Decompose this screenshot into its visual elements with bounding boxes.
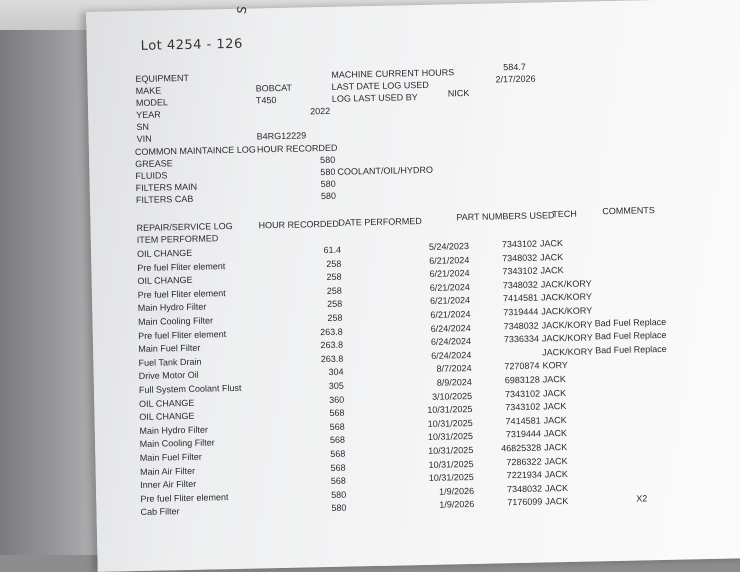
model-value: T450: [255, 95, 277, 106]
repair-hour: 305: [328, 380, 344, 391]
col-tech-header: TECH: [552, 208, 577, 220]
repair-date: 5/24/2023: [428, 241, 470, 252]
repair-date: 10/31/2025: [428, 444, 474, 456]
common-log-hour: 580: [320, 178, 336, 190]
repair-date: 1/9/2026: [438, 485, 475, 497]
common-log-hour: 580: [320, 190, 337, 202]
repair-part-number: 7176099: [507, 496, 543, 508]
repair-date: 6/21/2024: [430, 309, 471, 320]
repair-tech: KORY: [542, 360, 568, 371]
repair-tech: JACK: [540, 251, 564, 263]
repair-date: 10/31/2025: [427, 404, 473, 416]
repair-part-number: 7270874: [504, 360, 540, 372]
repair-part-number: 7348032: [502, 279, 538, 291]
repair-comment: Bad Fuel Replace: [595, 343, 667, 356]
repair-item: Pre fuel Fliter element: [137, 260, 226, 273]
repair-part-number: 7319444: [503, 306, 539, 318]
repair-date: 10/31/2025: [427, 417, 473, 429]
repair-date: 8/9/2024: [436, 377, 472, 388]
col-parts-header: PART NUMBERS USED: [456, 210, 555, 223]
repair-tech: JACK: [544, 482, 569, 494]
repair-date: 6/21/2024: [429, 268, 470, 280]
repair-date: 6/24/2024: [430, 336, 472, 348]
repair-part-number: 7414581: [505, 415, 541, 427]
repair-part-number: 7343102: [502, 265, 538, 277]
repair-hour: 568: [329, 407, 345, 419]
repair-tech: JACK/KORY: [540, 278, 592, 290]
repair-part-number: 7286322: [506, 456, 542, 467]
repair-tech: JACK: [542, 387, 567, 399]
repair-hour: 263.8: [320, 326, 343, 337]
repair-part-number: 7348032: [502, 252, 538, 263]
repair-item: Main Cooling Filter: [139, 437, 215, 450]
common-log-hour: 580: [320, 166, 336, 178]
common-log-item: FLUIDS: [135, 170, 168, 181]
repair-item: Main Hydro Filter: [139, 424, 209, 436]
col-hour-header: HOUR RECORDED: [258, 218, 340, 231]
last-by-label: LOG LAST USED BY: [331, 92, 418, 104]
repair-tech: JACK: [543, 401, 567, 412]
repair-part-number: 7343102: [504, 388, 541, 399]
repair-item: Main Cooling Filter: [137, 315, 214, 327]
handwritten-lot-number: Lot 4254 - 126: [140, 36, 243, 54]
repair-item: Cab Filter: [140, 506, 180, 518]
repair-date: 10/31/2025: [427, 431, 474, 443]
repair-hour: 258: [327, 312, 343, 324]
repair-tech: JACK/KORY: [541, 319, 593, 331]
last-date-label: LAST DATE LOG USED: [331, 79, 429, 92]
repair-date: 8/7/2024: [436, 363, 472, 375]
common-log-item: GREASE: [135, 158, 173, 170]
repair-tech: JACK/KORY: [540, 291, 593, 303]
repair-part-number: 7336334: [503, 333, 540, 345]
repair-date: 6/21/2024: [429, 254, 470, 266]
repair-comment: X2: [636, 493, 648, 504]
common-log-hour-header: HOUR RECORDED: [256, 142, 338, 155]
repair-item: OIL CHANGE: [137, 275, 193, 287]
repair-hour: 61.4: [323, 244, 342, 256]
common-log-hour: 580: [320, 154, 336, 166]
repair-part-number: 7221934: [506, 469, 542, 481]
repair-tech: JACK: [544, 469, 568, 480]
equipment-label: EQUIPMENT: [135, 72, 190, 84]
repair-tech: JACK/KORY: [541, 332, 593, 344]
vin-label: VIN: [136, 133, 152, 144]
repair-date: 6/24/2024: [431, 349, 472, 361]
repair-tech: JACK: [545, 496, 569, 507]
last-date-value: 2/17/2026: [495, 73, 536, 85]
repair-date: 6/21/2024: [429, 281, 470, 293]
repair-hour: 568: [330, 475, 346, 487]
repair-date: 6/24/2024: [430, 322, 471, 334]
repair-item: Pre fuel Fliter element: [138, 328, 227, 341]
repair-part-number: 46825328: [501, 442, 542, 454]
repair-hour: 263.8: [320, 339, 344, 351]
repair-item: OIL CHANGE: [138, 397, 195, 409]
repair-tech: JACK/KORY: [541, 305, 593, 317]
repair-tech: JACK: [543, 414, 567, 426]
model-label: MODEL: [135, 97, 169, 108]
repair-hour: 568: [329, 421, 345, 432]
repair-comment: Bad Fuel Replace: [594, 330, 667, 342]
repair-hour: 263.8: [320, 353, 344, 364]
repair-item: Main Fuel Filter: [139, 451, 202, 463]
last-by-value: NICK: [447, 87, 470, 99]
repair-item: Fuel Tank Drain: [138, 356, 202, 368]
col-comments-header: COMMENTS: [602, 205, 655, 217]
hours-label: MACHINE CURRENT HOURS: [331, 67, 455, 80]
repair-part-number: 7348032: [503, 320, 539, 331]
repair-hour: 258: [327, 299, 343, 310]
common-log-title: COMMON MAINTAINCE LOG: [134, 144, 256, 158]
common-log-note: COOLANT/OIL/HYDRO: [337, 164, 434, 177]
repair-date: 3/10/2025: [431, 390, 473, 402]
repair-date: 10/31/2025: [428, 472, 474, 484]
repair-hour: 360: [329, 394, 345, 405]
repair-date: 1/9/2026: [439, 499, 475, 511]
repair-date: 6/21/2024: [429, 295, 471, 307]
repair-item: Pre fuel Fliter element: [140, 491, 229, 504]
repair-hour: 258: [326, 258, 342, 269]
repair-tech: JACK: [544, 455, 568, 467]
log-sheet: [86, 0, 740, 572]
repair-tech: JACK: [544, 442, 568, 453]
repair-tech: JACK/KORY: [542, 346, 594, 358]
repair-hour: 258: [326, 285, 342, 296]
col-date-header: DATE PERFORMED: [338, 216, 422, 228]
repair-item: Inner Air Filter: [140, 478, 197, 491]
repair-log-title: REPAIR/SERVICE LOG: [136, 220, 233, 233]
repair-log-subtitle: ITEM PERFORMED: [136, 233, 219, 245]
common-log-item: FILTERS CAB: [135, 193, 194, 205]
year-value: 2022: [310, 105, 331, 117]
repair-part-number: 7414581: [502, 292, 539, 304]
repair-part-number: 7343102: [505, 401, 541, 413]
repair-item: Main Hydro Filter: [137, 301, 207, 314]
repair-hour: 580: [331, 489, 347, 500]
year-label: YEAR: [136, 109, 161, 120]
repair-tech: JACK: [543, 428, 568, 439]
repair-item: Full System Coolant Flust: [138, 382, 242, 395]
sn-label: SN: [136, 121, 150, 132]
repair-hour: 304: [328, 367, 344, 378]
repair-tech: JACK: [542, 374, 566, 385]
make-value: BOBCAT: [255, 82, 293, 94]
repair-date: 10/31/2025: [428, 458, 474, 470]
repair-tech: JACK: [539, 238, 564, 249]
repair-item: OIL CHANGE: [136, 247, 193, 259]
make-label: MAKE: [135, 85, 162, 96]
repair-part-number: 7343102: [501, 238, 538, 250]
repair-tech: JACK: [540, 265, 564, 276]
repair-hour: 568: [329, 435, 346, 446]
repair-item: Main Fuel Filter: [138, 342, 201, 355]
handwritten-mark: S: [234, 4, 250, 15]
repair-part-number: 6983128: [504, 374, 540, 386]
repair-item: OIL CHANGE: [139, 411, 195, 423]
repair-hour: 568: [330, 462, 346, 473]
repair-hour: 568: [330, 448, 346, 459]
vin-value: B4RG12229: [256, 130, 307, 142]
repair-item: Main Air Filter: [139, 465, 196, 477]
repair-hour: 580: [331, 503, 347, 514]
repair-item: Drive Motor Oil: [138, 370, 199, 382]
repair-item: Pre fuel Fliter element: [137, 287, 226, 300]
repair-comment: Bad Fuel Replace: [594, 316, 667, 329]
repair-hour: 258: [326, 271, 342, 283]
repair-part-number: 7348032: [506, 483, 543, 495]
common-log-item: FILTERS MAIN: [135, 181, 198, 193]
hours-value: 584.7: [503, 61, 526, 73]
repair-part-number: 7319444: [505, 428, 542, 440]
